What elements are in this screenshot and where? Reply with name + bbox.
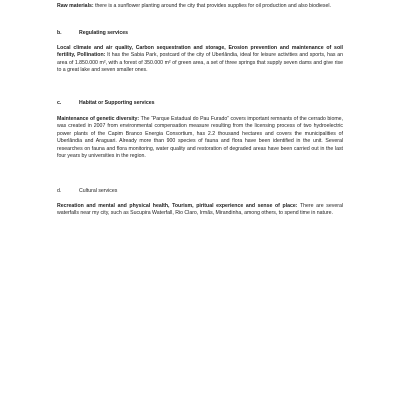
regulating-paragraph <box>57 45 343 75</box>
cultural-paragraph <box>57 203 343 218</box>
habitat-text: The “Parque Estadual do Pau Furado” covers important remnants of the cerrado biome, was created in 2007 from environmental compensation measure resulting from the licensing process of two hydroelectric power plants of the Capim Branco Energia Consortium, has 2.2 thousand hectares and covers the municipalities of Uberlândia and Araguari. Already more than 900 species of fauna and flora have been identified in the unit. Several researches on fauna and flora monitoring, water quality and restoration of degraded areas have been carried out in the last four years by universities in the region. <box>57 116 343 160</box>
regulating-number: b. <box>57 30 62 36</box>
habitat-title: Habitat or Supporting services <box>79 100 155 106</box>
cultural-heading <box>57 188 117 195</box>
cultural-section <box>57 203 343 218</box>
habitat-number: c. <box>57 100 62 106</box>
regulating-text: It has the Sabia Park, postcard of the city of Uberlândia, ideal for leisure activities and sports, has an area of 1.850.000 m², with a forest of 350.000 m² of green area, a set of three springs that supply seven dams and give rise to a great lake and seven smaller ones. <box>57 52 343 74</box>
habitat-paragraph <box>57 116 343 160</box>
habitat-section <box>57 116 343 160</box>
cultural-number: d. <box>57 188 62 194</box>
habitat-lead: Maintenance of genetic diversity: <box>57 116 140 122</box>
habitat-heading <box>57 100 155 107</box>
regulating-title: Regulating services <box>79 30 129 36</box>
cultural-text: There are several waterfalls near my city, such as Sucupira Waterfall, Rio Claro, Irmãs, Mirandinha, among others, to spend time in nature. <box>57 203 343 217</box>
raw-materials-lead: Raw materials: <box>57 3 94 9</box>
raw-materials-text: there is a sunflower planting around the city that provides supplies for oil production and also biodiesel. <box>93 3 331 9</box>
regulating-lead: Local climate and air quality, Carbon sequestration and storage, Erosion prevention and maintenance of soil fertility, Pollination: <box>57 45 343 59</box>
raw-materials-paragraph <box>57 3 343 10</box>
cultural-title: Cultural services <box>79 188 118 194</box>
raw-materials-section <box>57 3 343 10</box>
regulating-section <box>57 45 343 75</box>
cultural-lead: Recreation and mental and physical health, Tourism, piritual experience and sense of place: <box>57 203 298 209</box>
regulating-heading <box>57 30 128 37</box>
